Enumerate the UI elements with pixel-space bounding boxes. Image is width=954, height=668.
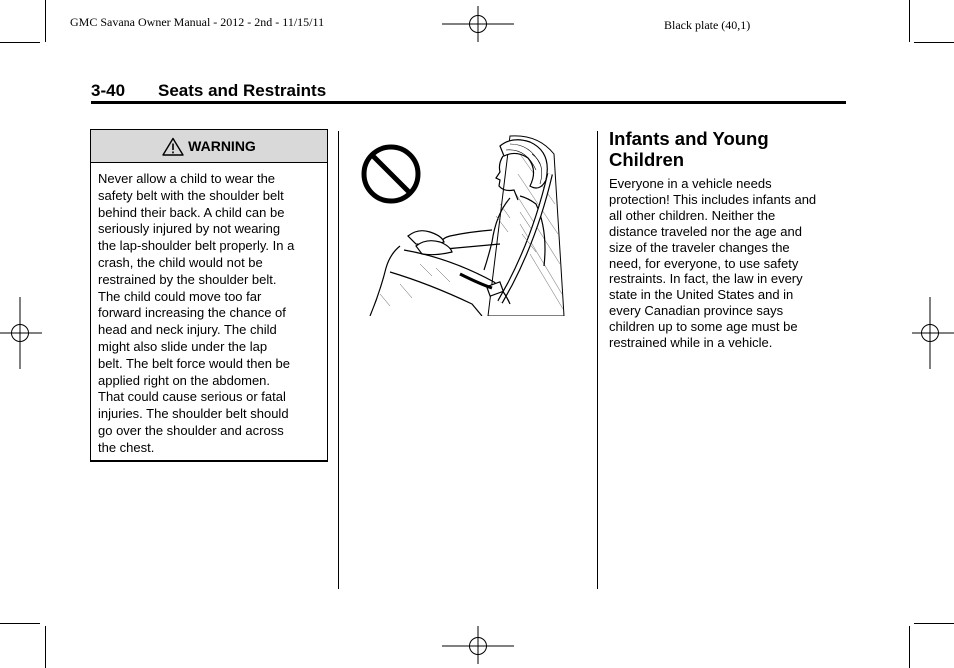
print-header-left: GMC Savana Owner Manual - 2012 - 2nd - 11/15/11	[70, 15, 325, 29]
paragraph-line: restrained while in a vehicle.	[609, 335, 773, 351]
warning-label: WARNING	[188, 138, 256, 154]
warning-line: restrained by the shoulder belt.	[98, 271, 277, 287]
crop-mark	[45, 0, 46, 42]
paragraph-line: size of the traveler changes the	[609, 239, 790, 255]
page-number: 3-40	[91, 81, 126, 100]
crop-mark	[914, 42, 954, 43]
warning-box	[90, 129, 328, 462]
warning-line: That could cause serious or fatal	[98, 389, 286, 405]
warning-line: seriously injured by not wearing	[98, 221, 281, 237]
warning-header	[91, 130, 327, 163]
column-divider	[597, 131, 598, 589]
warning-line: applied right on the abdomen.	[98, 372, 271, 388]
warning-line: forward increasing the chance of	[98, 305, 286, 321]
registration-mark-icon	[442, 0, 514, 44]
child-wrong-belt-illustration	[360, 134, 565, 316]
warning-triangle-icon	[162, 137, 184, 156]
warning-line: safety belt with the shoulder belt	[98, 187, 284, 203]
paragraph-line: restraints. In fact, the law in every	[609, 271, 803, 287]
crop-mark	[0, 623, 40, 624]
warning-line: the lap-shoulder belt properly. In a	[98, 238, 295, 254]
warning-line: Never allow a child to wear the	[98, 171, 276, 186]
warning-line: go over the shoulder and across	[98, 422, 284, 438]
warning-line: The child could move too far	[98, 288, 262, 304]
section-title: Seats and Restraints	[158, 81, 327, 100]
warning-line: crash, the child would not be	[98, 254, 263, 270]
crop-mark	[909, 0, 910, 42]
warning-line: might also slide under the lap	[98, 338, 268, 354]
registration-mark-icon	[910, 297, 954, 369]
header-rule	[91, 101, 846, 104]
registration-mark-icon	[442, 624, 514, 668]
paragraph-line: all other children. Neither the	[609, 207, 776, 223]
crop-mark	[0, 42, 40, 43]
crop-mark	[914, 623, 954, 624]
column-divider	[338, 131, 339, 589]
paragraph-line: protection! This includes infants and	[609, 191, 817, 207]
section-heading	[609, 128, 849, 170]
heading-line: Children	[609, 149, 685, 170]
print-header-right: Black plate (40,1)	[664, 18, 751, 32]
paragraph-line: need, for everyone, to use safety	[609, 255, 799, 271]
prohibited-icon	[364, 147, 418, 201]
warning-line: belt. The belt force would then be	[98, 355, 290, 371]
crop-mark	[909, 626, 910, 668]
warning-line: behind their back. A child can be	[98, 204, 285, 220]
crop-mark	[45, 626, 46, 668]
heading-line: Infants and Young	[609, 128, 769, 149]
paragraph-line: Everyone in a vehicle needs	[609, 176, 772, 191]
warning-text	[91, 163, 327, 457]
warning-line: head and neck injury. The child	[98, 322, 277, 338]
paragraph-line: children up to some age must be	[609, 319, 798, 335]
paragraph-line: distance traveled nor the age and	[609, 223, 802, 239]
warning-line: injuries. The shoulder belt should	[98, 406, 289, 422]
registration-mark-icon	[0, 297, 44, 369]
warning-line: the chest.	[98, 439, 155, 455]
infants-paragraph	[609, 176, 849, 351]
paragraph-line: every Canadian province says	[609, 303, 784, 319]
paragraph-line: state in the United States and in	[609, 287, 794, 303]
